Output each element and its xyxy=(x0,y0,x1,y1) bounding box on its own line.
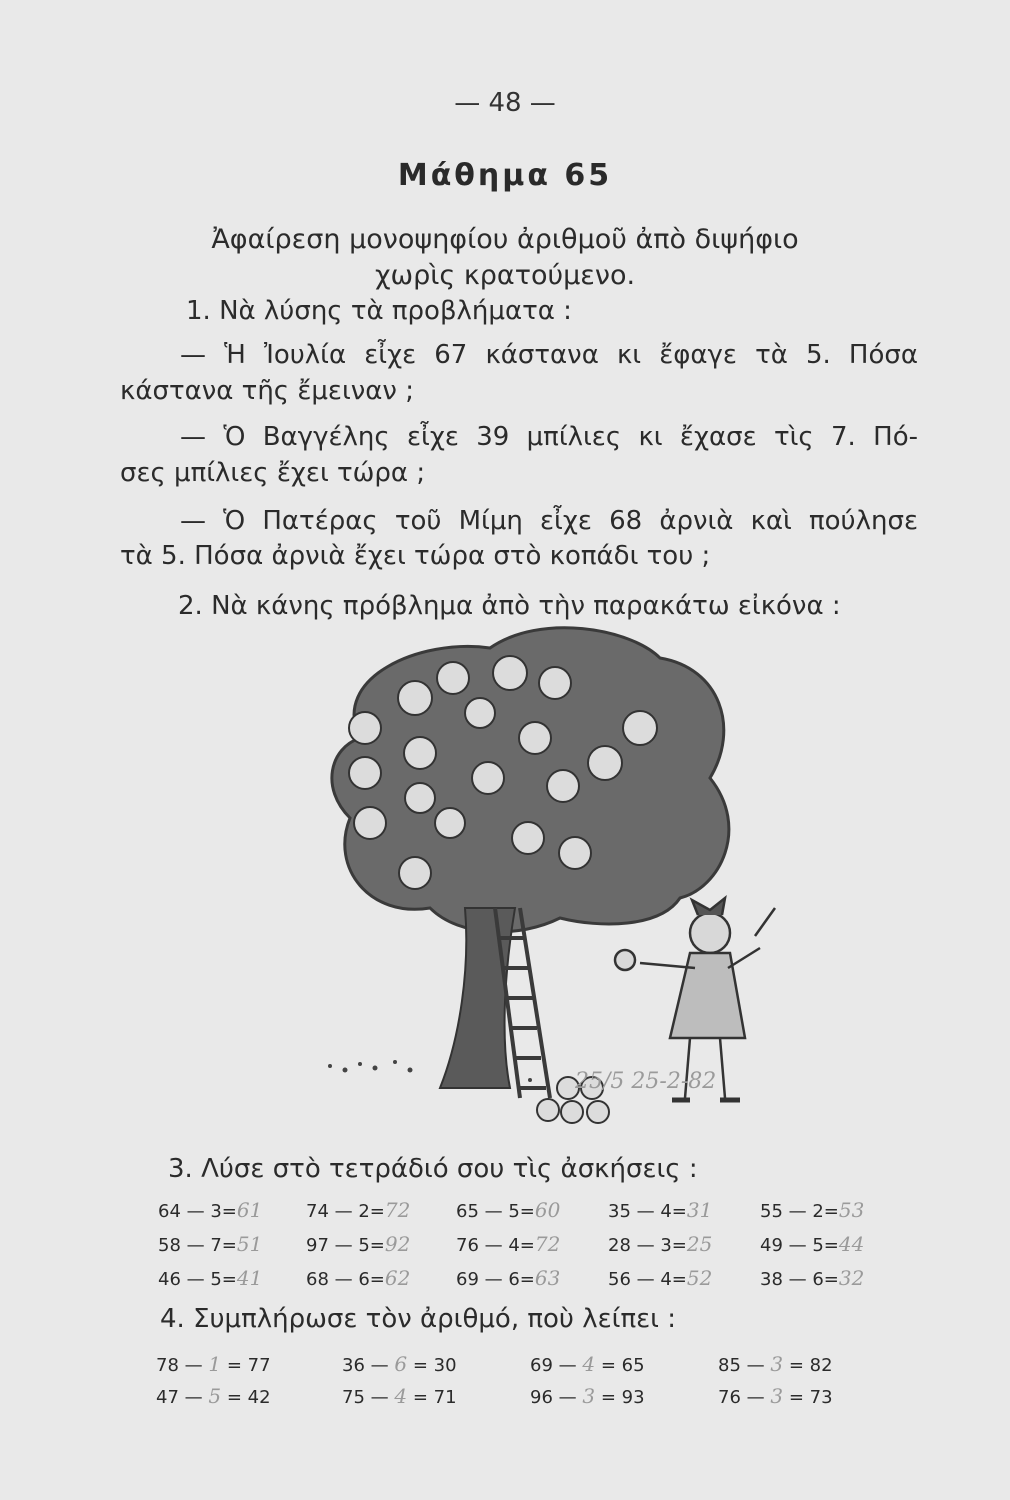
pencil-answer: 63 xyxy=(534,1266,561,1290)
problem2-line2: σες μπίλιες ἔχει τώρα ; xyxy=(120,458,426,488)
exercise: 76 — 4=72 xyxy=(456,1232,561,1256)
pencil-answer: 31 xyxy=(686,1198,713,1222)
exercise: 58 — 7=51 xyxy=(158,1232,263,1256)
missing-number-exercise: 75 — 4 = 71 xyxy=(342,1384,457,1408)
pencil-answer: 1 xyxy=(208,1352,222,1376)
exercise: 56 — 4=52 xyxy=(608,1266,713,1290)
tree-trunk xyxy=(440,908,515,1088)
pencil-answer: 92 xyxy=(384,1232,411,1256)
exercise: 35 — 4=31 xyxy=(608,1198,713,1222)
exercise: 49 — 5=44 xyxy=(760,1232,865,1256)
pencil-answer: 3 xyxy=(770,1384,784,1408)
exercise: 46 — 5=41 xyxy=(158,1266,263,1290)
pencil-answer: 60 xyxy=(534,1198,561,1222)
lesson-title: Μάθημα 65 xyxy=(397,158,613,193)
exercise: 64 — 3=61 xyxy=(158,1198,263,1222)
subtitle-line-1: Ἀφαίρεση μονοψηφίου ἀριθμοῦ ἀπὸ διψήφιο xyxy=(211,224,799,255)
exercise: 65 — 5=60 xyxy=(456,1198,561,1222)
page-number: — 48 — xyxy=(454,88,556,118)
tree-foliage xyxy=(332,628,729,932)
missing-number-exercise: 36 — 6 = 30 xyxy=(342,1352,457,1376)
pencil-handwriting: 25/5 25-2-82 xyxy=(575,1069,717,1094)
pencil-answer: 25 xyxy=(686,1232,713,1256)
missing-number-exercise: 85 — 3 = 82 xyxy=(718,1352,833,1376)
task2-heading: 2. Νὰ κάνης πρόβλημα ἀπὸ τὴν παρακάτω εἰκόνα : xyxy=(178,591,841,621)
problem2-line1: — Ὁ Βαγγέλης εἶχε 39 μπίλιες κι ἔχασε τὶς 7. Πό- xyxy=(180,422,918,452)
missing-number-exercise: 76 — 3 = 73 xyxy=(718,1384,833,1408)
pencil-answer: 4 xyxy=(394,1384,408,1408)
pencil-answer: 6 xyxy=(394,1352,408,1376)
missing-number-exercise: 47 — 5 = 42 xyxy=(156,1384,271,1408)
exercise: 68 — 6=62 xyxy=(306,1266,411,1290)
problem3-line1: — Ὁ Πατέρας τοῦ Μίμη εἶχε 68 ἀρνιὰ καὶ πούλησε xyxy=(180,506,918,536)
exercise: 28 — 3=25 xyxy=(608,1232,713,1256)
missing-number-exercise: 78 — 1 = 77 xyxy=(156,1352,271,1376)
missing-number-exercise: 96 — 3 = 93 xyxy=(530,1384,645,1408)
pencil-answer: 61 xyxy=(236,1198,263,1222)
pencil-answer: 44 xyxy=(838,1232,865,1256)
exercise: 74 — 2=72 xyxy=(306,1198,411,1222)
subtitle-line-2: χωρὶς κρατούμενο. xyxy=(374,260,636,291)
pencil-answer: 52 xyxy=(686,1266,713,1290)
pencil-answer: 32 xyxy=(838,1266,865,1290)
problem1-line2: κάστανα τῆς ἔμειναν ; xyxy=(120,376,414,406)
pencil-answer: 72 xyxy=(534,1232,561,1256)
lesson-subtitle xyxy=(0,222,1010,294)
pencil-answer: 41 xyxy=(236,1266,263,1290)
pencil-answer: 72 xyxy=(384,1198,411,1222)
pencil-answer: 4 xyxy=(582,1352,596,1376)
pencil-answer: 53 xyxy=(838,1198,865,1222)
task1-heading: 1. Νὰ λύσης τὰ προβλήματα : xyxy=(186,296,572,326)
pencil-answer: 51 xyxy=(236,1232,263,1256)
pencil-answer: 3 xyxy=(582,1384,596,1408)
exercise: 38 — 6=32 xyxy=(760,1266,865,1290)
task4-heading: 4. Συμπλήρωσε τὸν ἀριθμό, ποὺ λείπει : xyxy=(160,1304,676,1334)
pencil-answer: 3 xyxy=(770,1352,784,1376)
exercise: 69 — 6=63 xyxy=(456,1266,561,1290)
apple-tree-illustration xyxy=(300,618,800,1158)
problem1-line1: — Ἡ Ἰουλία εἶχε 67 κάστανα κι ἔφαγε τὰ 5. Πόσα xyxy=(180,340,918,370)
exercise: 55 — 2=53 xyxy=(760,1198,865,1222)
exercise: 97 — 5=92 xyxy=(306,1232,411,1256)
pencil-answer: 5 xyxy=(208,1384,222,1408)
task3-heading: 3. Λύσε στὸ τετράδιό σου τὶς ἀσκήσεις : xyxy=(168,1154,698,1184)
problem3-line2: τὰ 5. Πόσα ἀρνιὰ ἔχει τώρα στὸ κοπάδι του ; xyxy=(120,541,711,571)
missing-number-exercise: 69 — 4 = 65 xyxy=(530,1352,645,1376)
pencil-answer: 62 xyxy=(384,1266,411,1290)
